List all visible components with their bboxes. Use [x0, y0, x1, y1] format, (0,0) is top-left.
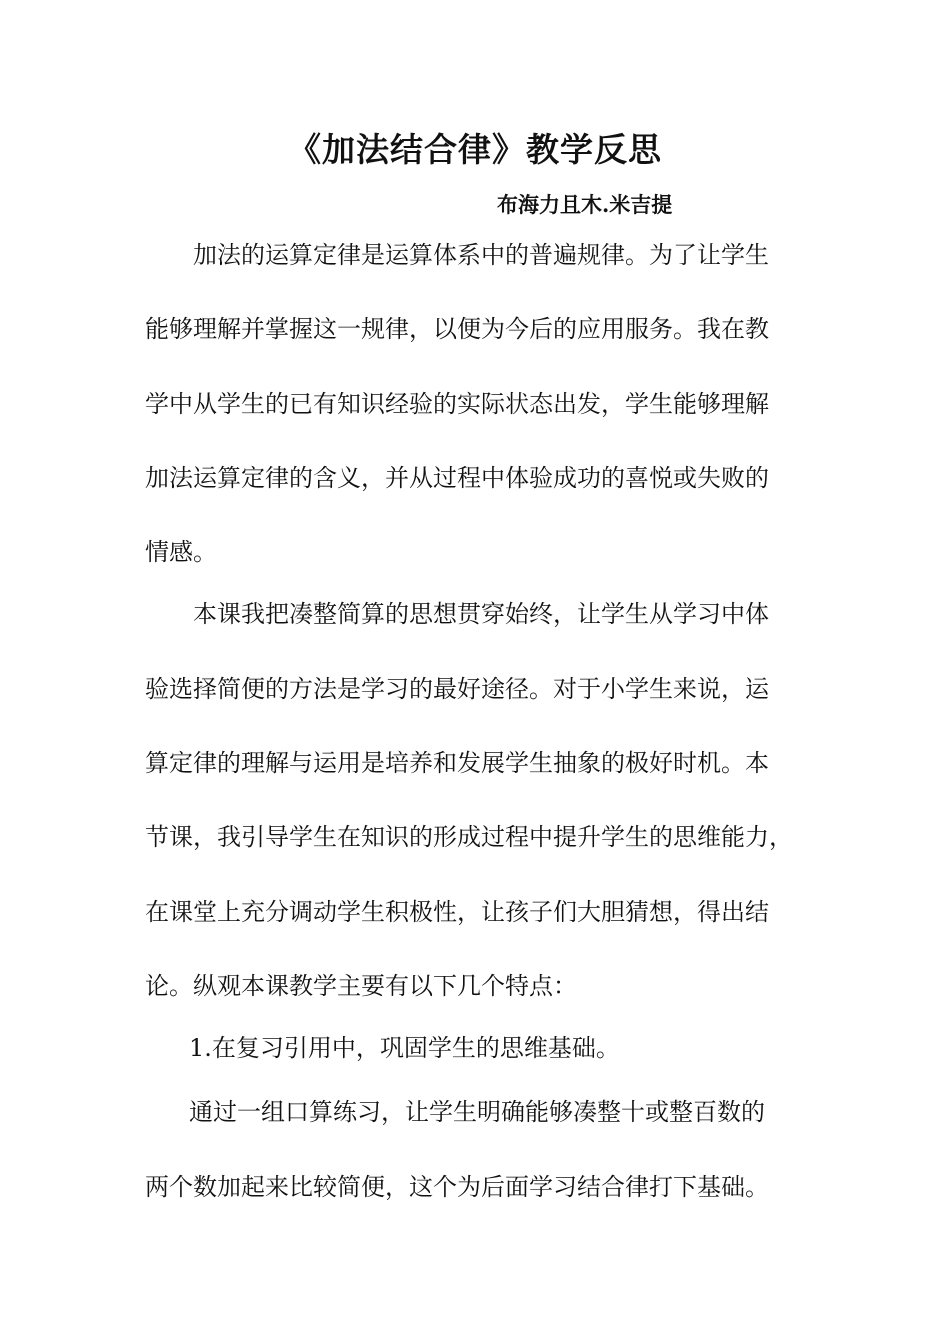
paragraph-line: 论。纵观本课教学主要有以下几个特点： [145, 972, 577, 1000]
paragraph-line: 能够理解并掌握这一规律，以便为今后的应用服务。我在教 [145, 315, 769, 343]
paragraph-line: 验选择简便的方法是学习的最好途径。对于小学生来说，运 [145, 675, 769, 703]
paragraph-line: 算定律的理解与运用是培养和发展学生抽象的极好时机。本 [145, 749, 769, 777]
paragraph-line: 两个数加起来比较简便，这个为后面学习结合律打下基础。 [145, 1173, 769, 1201]
document-title: 《加法结合律》教学反思 [288, 130, 662, 169]
paragraph-line: 在课堂上充分调动学生积极性，让孩子们大胆猜想，得出结 [145, 898, 769, 926]
paragraph-line: 加法运算定律的含义，并从过程中体验成功的喜悦或失败的 [145, 464, 769, 492]
paragraph-line: 情感。 [145, 538, 217, 566]
paragraph-line: 通过一组口算练习，让学生明确能够凑整十或整百数的 [189, 1098, 765, 1126]
paragraph-line: 节课，我引导学生在知识的形成过程中提升学生的思维能力， [145, 823, 793, 851]
list-item-heading: 1.在复习引用中，巩固学生的思维基础。 [189, 1034, 620, 1062]
paragraph-line: 学中从学生的已有知识经验的实际状态出发，学生能够理解 [145, 390, 769, 418]
document-author: 布海力且木.米吉提 [497, 192, 673, 217]
paragraph-line: 本课我把凑整简算的思想贯穿始终，让学生从学习中体 [193, 600, 769, 628]
paragraph-line: 加法的运算定律是运算体系中的普遍规律。为了让学生 [193, 241, 769, 269]
